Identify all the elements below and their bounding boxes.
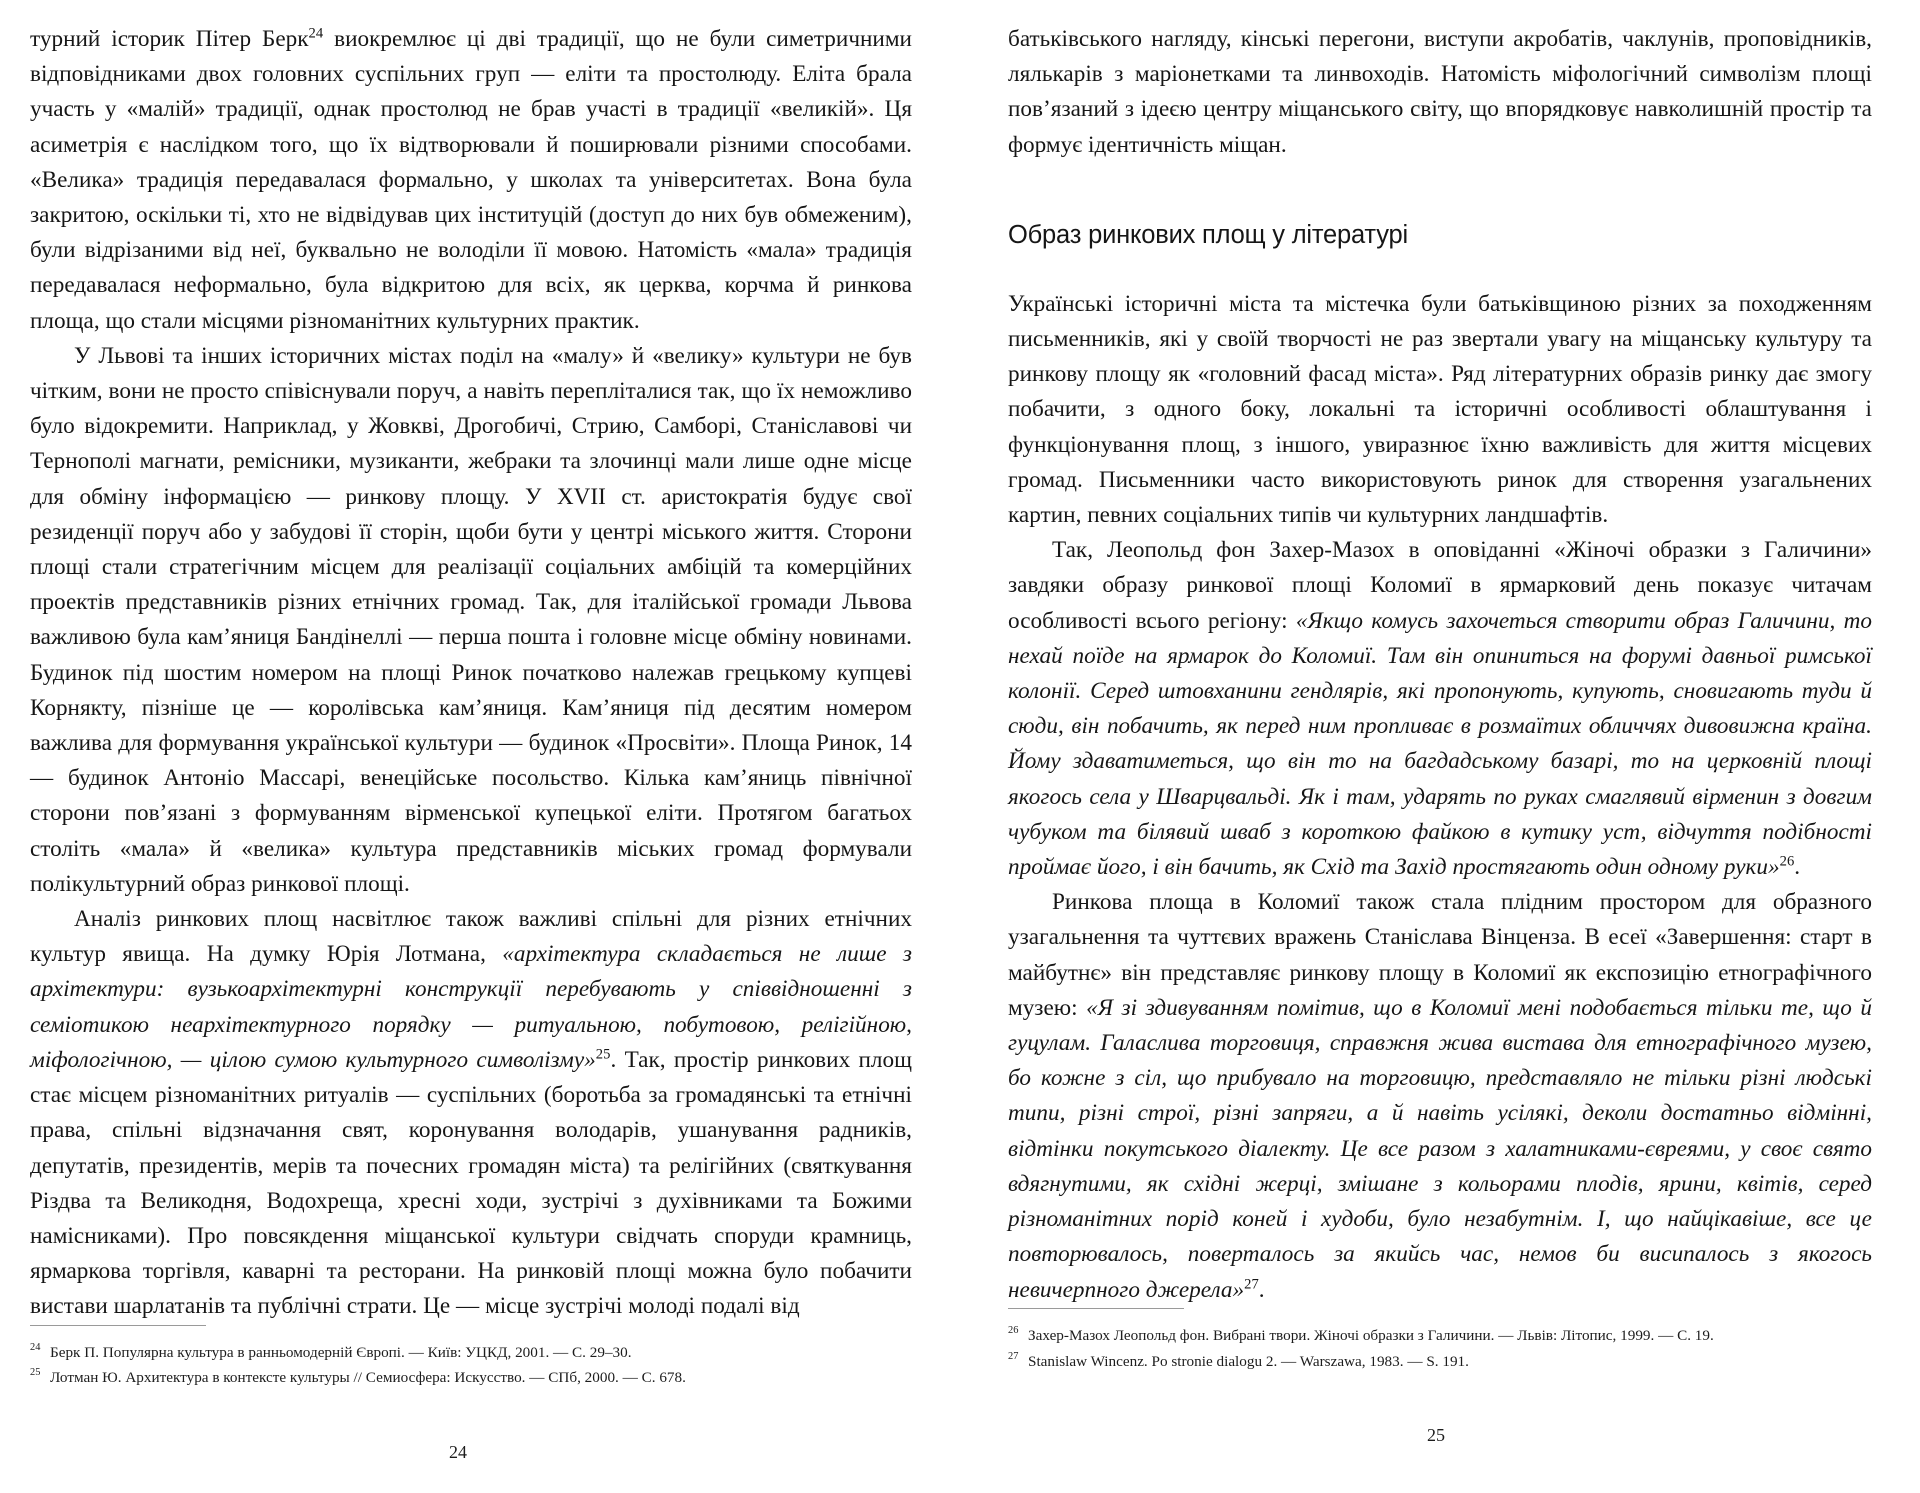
quotation-italic: «Я зі здивуванням помітив, що в Коломиї мені подобається тільки те, що й гуцулам. Галасливa торговиця, справжня жива вистава для етнографічного музею, бо кожне з сіл, що прибувало на торговицю, представляло не тільки різні людські типи, різні строї, різні запряги, а й навіть усілякі, деколи достатньо відмінні, відтінки покутського діалекту. Це все разом з халатниками-євреями, у своє свято вдягнутими, як східні жерці, змішане з кольорами плодів, ярини, квітів, серед різноманітних порід коней і худоби, було незабутнім. І, що найцікавіше, все це повторювалось, поверталось за якийсь час, немов би висипалось з якогось невичерпного джерела» xyxy=(1008,994,1872,1303)
right-paragraphs-before-heading xyxy=(1008,22,1872,163)
footnote-separator-rule xyxy=(30,1325,206,1326)
footnote-reference: 24 xyxy=(308,25,324,42)
footnote-text: Лотман Ю. Архитектура в контексте культуры // Семиосфера: Искусство. — СПб, 2000. — С. 678. xyxy=(50,1369,686,1387)
footnote-item xyxy=(1008,1323,1872,1349)
footnote-item xyxy=(30,1365,912,1391)
text-run: виокремлює ці дві традиції, що не були симетричними відповідниками двох головних суспільних груп — еліти та простолюду. Еліта брала участь у «малій» традиції, однак простолюд не брав участі в традиції «великій». Ця асиметрія є наслідком того, що їх відтворювали й поширювали різними способами. «Велика» традиція передавалася формально, у школах та університетах. Вона була закритою, оскільки ті, хто не відвідував цих інституцій (доступ до них був обмеженим), були відрізаними від неї, буквально не володіли її мовою. Натомість «мала» традиція передавалася неформально, була відкритою для всіх, як церква, корчма й ринкова площа, що стали місцями різноманітних культурних практик. xyxy=(30,26,912,334)
footnote-number: 24 xyxy=(30,1341,41,1353)
section-heading: Образ ринкових площ у літературі xyxy=(1008,220,1408,249)
footnote-reference: 26 xyxy=(1779,853,1795,870)
footnote-separator-rule xyxy=(1008,1308,1184,1309)
page-left xyxy=(0,0,960,1462)
text-run: Українські історичні міста та містечка були батьківщиною різних за походженням письменників, які у своїй творчості не раз звертали увагу на міщанську культуру та ринкову площу як «головний фасад міста». Ряд літературних образів ринку дає змогу побачити, з одного боку, локальні та історичні особливості облаштування і функціонування площ, з іншого, увиразнює їхню важливість для життя місцевих громад. Письменники часто використовують ринок для створення узагальнених картин, певних соціальних типів чи культурних ландшафтів. xyxy=(1008,290,1872,529)
text-run: Аналіз ринкових площ насвітлює також важливі спільні для різних етнічних культур явища. На думку Юрія Лотмана, xyxy=(30,906,912,968)
paragraph xyxy=(1008,533,1872,885)
left-footnotes xyxy=(30,1325,912,1397)
page-number-right: 25 xyxy=(1427,1425,1445,1446)
footnote-number: 26 xyxy=(1008,1325,1019,1337)
footnote-text: Берк П. Популярна культура в ранньомодерній Європі. — Київ: УЦКД, 2001. — С. 29–30. xyxy=(50,1343,632,1361)
paragraph xyxy=(1008,287,1872,533)
footnote-number: 25 xyxy=(30,1367,41,1379)
right-footnote-list xyxy=(1008,1323,1872,1374)
page-right xyxy=(960,0,1920,1446)
quotation-italic: «Якщо комусь захочеться створити образ Галичини, то нехай поїде на ярмарок до Коломиї. Там він опиниться на форумі давньої римської колонії. Серед штовханини гендлярів, які пропонують, купують, сновигають туди й сюди, він побачить, як перед ним пропливає в розмаїтих обличчях дивовижна країна. Йому здаватиметься, що він то на багдадському базарі, то на церковній площі якогось села у Шварцвальді. Як і там, ударять по руках смаглявий вірменин з довгим чубуком та білявий шваб з короткою файкою в кутику уст, відчуття подібності проймає його, і він бачить, як Схід та Захід простягають один одному руки» xyxy=(1008,607,1872,881)
footnote-item xyxy=(30,1340,912,1366)
page-number-left: 24 xyxy=(449,1441,467,1462)
paragraph xyxy=(1008,885,1872,1307)
footnote-number: 27 xyxy=(1008,1350,1019,1362)
right-text-column xyxy=(1008,22,1872,1308)
paragraph xyxy=(1008,22,1872,163)
text-run: У Львові та інших історичних містах поділ на «малу» й «велику» культури не був чітким, вони не просто співіснували поруч, а навіть перепліталися так, що їх неможливо було відокремити. Наприклад, у Жовкві, Дрогобичі, Стрию, Самборі, Станіславові чи Тернополі магнати, ремісники, музиканти, жебраки та злочинці мали лише одне місце для обміну інформацією — ринкову площу. У XVII ст. аристократія будує свої резиденції поруч або у забудові її сторін, щоби бути у центрі міського життя. Сторони площі стали стратегічним місцем для реалізації соціальних амбіцій та комерційних проектів представників різних етнічних громад. Так, для італійської громади Львова важливою була кам’яниця Бандінеллі — перша пошта і головне місце обміну новинами. Будинок під шостим номером на площі Ринок початково належав грецькому купцеві Корнякту, пізніше це — королівська кам’яниця. Кам’яниця під десятим номером важлива для формування української культури — будинок «Просвіти». Площа Ринок, 14 — будинок Антоніо Массарі, венеційське посольство. Кілька кам’яниць північної сторони пов’язані з формуванням вірменської купецької еліти. Протягом багатьох століть «мала» й «велика» культура представників міських громад формували полікультурний образ ринкової площі. xyxy=(30,342,912,897)
right-paragraphs-after-heading xyxy=(1008,287,1872,1308)
paragraph xyxy=(30,339,912,902)
paragraph xyxy=(30,902,912,1324)
text-run: турний історик Пітер Берк xyxy=(30,26,309,52)
footnote-text: Захер-Мазох Леопольд фон. Вибрані твори. Жіночі образки з Галичини. — Львів: Літопис, 1999. — С. 19. xyxy=(1028,1327,1714,1345)
right-footnotes xyxy=(1008,1308,1872,1380)
footnote-reference: 25 xyxy=(595,1046,611,1063)
text-run: батьківського нагляду, кінські перегони, виступи акробатів, чаклунів, проповідників, лялькарів з маріонетками та линвоходів. Натомість міфологічний символізм площі пов’язаний з ідеєю центру міщанського світу, що впорядковує навколишній простір та формує ідентичність міщан. xyxy=(1008,26,1872,158)
left-footnote-list xyxy=(30,1340,912,1391)
footnote-reference: 27 xyxy=(1244,1275,1259,1292)
text-run: . xyxy=(1794,854,1801,881)
paragraph xyxy=(30,22,912,339)
text-run: Ринкова площа в Коломиї також стала плідним простором для образного узагальнення та чуттєвих вражень Станіслава Вінценза. В есеї «Завершення: старт в майбутнє» він представляє ринкову площу в Коломиї як експозицію етнографічного музею: xyxy=(1008,889,1872,1021)
footnote-text: Stanislaw Wincenz. Po stronie dialogu 2. — Warszawa, 1983. — S. 191. xyxy=(1028,1352,1469,1370)
text-run: . xyxy=(1258,1276,1265,1303)
left-paragraphs xyxy=(30,22,912,1325)
text-run: . Так, простір ринкових площ стає місцем різноманітних ритуалів — суспільних (боротьба за громадянські та етнічні права, спільні відзначання свят, коронування володарів, ушанування радників, депутатів, президентів, мерів та почесних громадян міста) та релігійних (святкування Різдва та Великодня, Водохреща, хресні ходи, зустрічі з духівниками та Божими намісниками). Про повсякдення міщанської культури свідчать споруди крамниць, ярмаркова торгівля, каварні та ресторани. На ринковій площі можна було побачити вистави шарлатанів та публічні страти. Це — місце зустрічі молоді подалі від xyxy=(30,1046,913,1320)
quotation-italic: «архітектура складається не лише з архітектури: вузькоархітектурні конструкції перебувають у співвідношенні з семіотикою неархітектурного порядку — ритуальною, побутовою, релігійною, міфологічною, — цілою сумою культурного символізму» xyxy=(30,941,912,1073)
left-text-column xyxy=(30,22,912,1325)
text-run: Так, Леопольд фон Захер-Мазох в оповіданні «Жіночі образки з Галичини» завдяки образу ринкової площі Коломиї в ярмарковий день показує читачам особливості всього регіону: xyxy=(1008,537,1872,634)
footnote-item xyxy=(1008,1349,1872,1375)
